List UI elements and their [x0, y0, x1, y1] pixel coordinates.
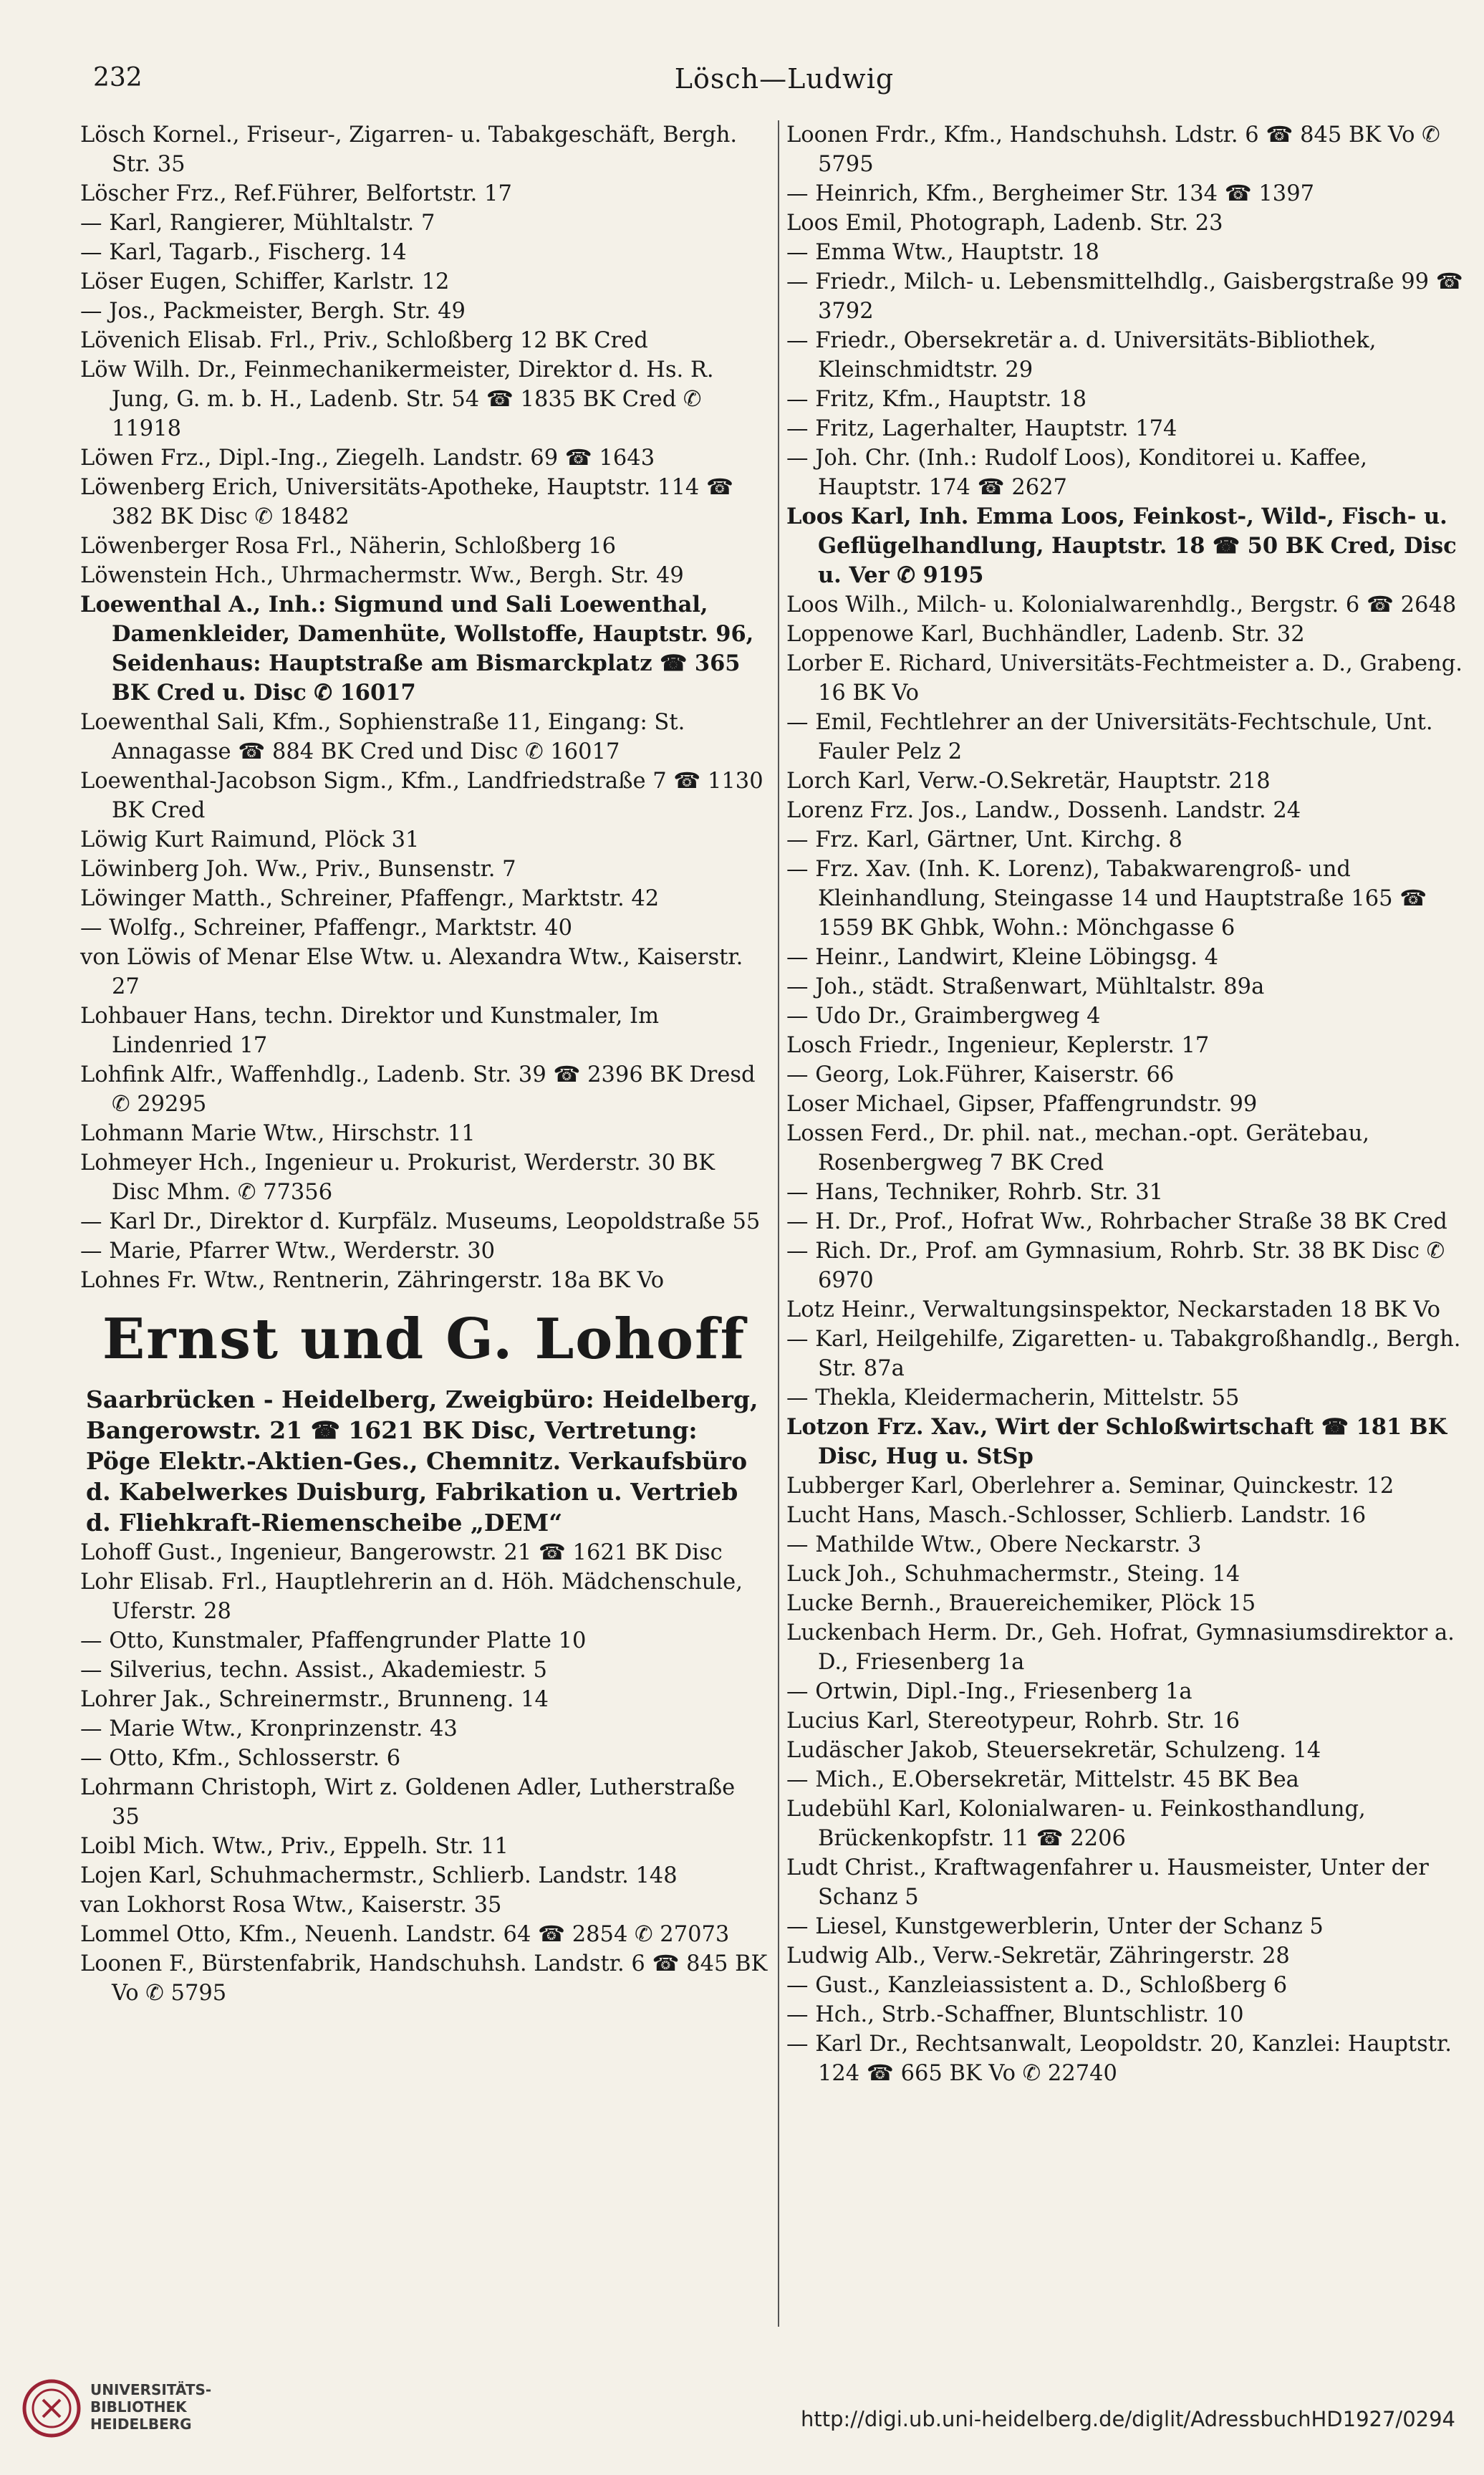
footer: [0, 2357, 1484, 2475]
directory-entry: Lohoff Gust., Ingenieur, Bangerowstr. 21 ☎ 1621 BK Disc: [80, 1540, 723, 1565]
directory-entry: Luckenbach Herm. Dr., Geh. Hofrat, Gymnasiumsdirektor a. D., Friesenberg 1a: [786, 1620, 1455, 1675]
directory-entry: — Fritz, Lagerhalter, Hauptstr. 174: [786, 416, 1177, 441]
directory-entry: — Emma Wtw., Hauptstr. 18: [786, 240, 1099, 265]
directory-entry: Lorber E. Richard, Universitäts-Fechtmeister a. D., Grabeng. 16 BK Vo: [786, 651, 1463, 706]
directory-entry: Lorch Karl, Verw.-O.Sekretär, Hauptstr. 218: [786, 769, 1271, 794]
directory-entry: Lucius Karl, Stereotypeur, Rohrb. Str. 16: [786, 1709, 1240, 1734]
directory-entry: Lohbauer Hans, techn. Direktor und Kunstmaler, Im Lindenried 17: [80, 1004, 659, 1058]
directory-entry: Lösch Kornel., Friseur-, Zigarren- u. Tabakgeschäft, Bergh. Str. 35: [80, 122, 738, 177]
directory-entry: — H. Dr., Prof., Hofrat Ww., Rohrbacher Straße 38 BK Cred: [786, 1209, 1447, 1234]
directory-entry: Lubberger Karl, Oberlehrer a. Seminar, Quinckestr. 12: [786, 1474, 1394, 1499]
directory-entry: — Frz. Karl, Gärtner, Unt. Kirchg. 8: [786, 827, 1182, 852]
directory-entry: Loos Emil, Photograph, Ladenb. Str. 23: [786, 211, 1223, 236]
directory-entry: Lotzon Frz. Xav., Wirt der Schloßwirtschaft ☎ 181 BK Disc, Hug u. StSp: [786, 1414, 1447, 1469]
directory-entry: Lucht Hans, Masch.-Schlosser, Schlierb. Landstr. 16: [786, 1503, 1367, 1528]
directory-entry: — Joh. Chr. (Inh.: Rudolf Loos), Konditorei u. Kaffee, Hauptstr. 174 ☎ 2627: [786, 446, 1367, 500]
directory-entry: Lotz Heinr., Verwaltungsinspektor, Neckarstaden 18 BK Vo: [786, 1297, 1441, 1322]
right-column: [786, 120, 1474, 2088]
directory-entry: Loewenthal Sali, Kfm., Sophienstraße 11, Eingang: St. Annagasse ☎ 884 BK Cred und Disc ✆ 16017: [80, 710, 685, 764]
directory-entry: Löwig Kurt Raimund, Plöck 31: [80, 827, 420, 852]
directory-entry: — Otto, Kunstmaler, Pfaffengrunder Platte 10: [80, 1628, 587, 1653]
page-number: 232: [93, 63, 143, 92]
directory-entry: — Hans, Techniker, Rohrb. Str. 31: [786, 1180, 1164, 1205]
directory-entry: — Georg, Lok.Führer, Kaiserstr. 66: [786, 1062, 1175, 1087]
directory-entry: Losch Friedr., Ingenieur, Keplerstr. 17: [786, 1033, 1210, 1058]
directory-entry: — Fritz, Kfm., Hauptstr. 18: [786, 387, 1087, 412]
directory-entry: — Karl, Tagarb., Fischerg. 14: [80, 240, 407, 265]
directory-entry: Lohr Elisab. Frl., Hauptlehrerin an d. Höh. Mädchenschule, Uferstr. 28: [80, 1570, 743, 1624]
directory-entry: — Friedr., Obersekretär a. d. Universitäts-Bibliothek, Kleinschmidtstr. 29: [786, 328, 1377, 383]
directory-entry: — Karl, Heilgehilfe, Zigaretten- u. Tabakgroßhandlg., Bergh. Str. 87a: [786, 1327, 1461, 1381]
advertisement-body: Saarbrücken - Heidelberg, Zweigbüro: Heidelberg, Bangerowstr. 21 ☎ 1621 BK Disc, Vertretung: Pöge Elektr.-Aktien-Ges., Chemnitz. Verkaufsbüro d. Kabelwerkes Duisburg, Fabrikation u. Vertrieb d. Fliehkraft-Riemenscheibe „DEM“: [86, 1385, 758, 1537]
directory-entry: Lohfink Alfr., Waffenhdlg., Ladenb. Str. 39 ☎ 2396 BK Dresd ✆ 29295: [80, 1062, 756, 1117]
directory-entry: — Rich. Dr., Prof. am Gymnasium, Rohrb. Str. 38 BK Disc ✆ 6970: [786, 1239, 1445, 1293]
directory-entry: Lohmeyer Hch., Ingenieur u. Prokurist, Werderstr. 30 BK Disc Mhm. ✆ 77356: [80, 1150, 715, 1205]
directory-entry: — Heinr., Landwirt, Kleine Löbingsg. 4: [786, 945, 1219, 970]
directory-entry: Löscher Frz., Ref.Führer, Belfortstr. 17: [80, 181, 512, 206]
directory-entry: Loser Michael, Gipser, Pfaffengrundstr. 99: [786, 1092, 1258, 1117]
page-header: [93, 63, 1475, 106]
directory-entry: Loppenowe Karl, Buchhändler, Ladenb. Str. 32: [786, 622, 1305, 647]
directory-entry: — Wolfg., Schreiner, Pfaffengr., Marktstr. 40: [80, 915, 573, 941]
directory-entry: — Heinrich, Kfm., Bergheimer Str. 134 ☎ 1397: [786, 181, 1315, 206]
directory-entry: Lohrmann Christoph, Wirt z. Goldenen Adler, Lutherstraße 35: [80, 1775, 736, 1830]
advertisement-title: Ernst und G. Lohoff: [102, 1307, 746, 1372]
directory-entry: — Udo Dr., Graimbergweg 4: [786, 1004, 1101, 1029]
directory-entry: Loibl Mich. Wtw., Priv., Eppelh. Str. 11: [80, 1834, 509, 1859]
directory-entry: Loewenthal-Jacobson Sigm., Kfm., Landfriedstraße 7 ☎ 1130 BK Cred: [80, 769, 763, 823]
directory-entry: — Liesel, Kunstgewerblerin, Unter der Schanz 5: [786, 1914, 1324, 1939]
directory-entry: Ludäscher Jakob, Steuersekretär, Schulzeng. 14: [786, 1738, 1321, 1763]
directory-entry: — Jos., Packmeister, Bergh. Str. 49: [80, 299, 466, 324]
directory-entry: — Joh., städt. Straßenwart, Mühltalstr. 89a: [786, 974, 1265, 999]
directory-entry: — Silverius, techn. Assist., Akademiestr. 5: [80, 1658, 547, 1683]
running-title: Lösch—Ludwig: [674, 63, 895, 95]
directory-entry: Loos Wilh., Milch- u. Kolonialwarenhdlg., Bergstr. 6 ☎ 2648: [786, 592, 1457, 617]
column-divider: [778, 120, 779, 2327]
directory-entry: Loewenthal A., Inh.: Sigmund und Sali Loewenthal, Damenkleider, Damenhüte, Wollstoffe, Hauptstr. 96, Seidenhaus: Hauptstraße am Bismarckplatz ☎ 365 BK Cred u. Disc ✆ 16017: [80, 592, 754, 706]
directory-entry: Löwinger Matth., Schreiner, Pfaffengr., Marktstr. 42: [80, 886, 660, 911]
directory-entry: — Karl Dr., Direktor d. Kurpfälz. Museums, Leopoldstraße 55: [80, 1209, 761, 1234]
directory-entry: Luck Joh., Schuhmachermstr., Steing. 14: [786, 1562, 1240, 1587]
directory-entry: Löwenberg Erich, Universitäts-Apotheke, Hauptstr. 114 ☎ 382 BK Disc ✆ 18482: [80, 475, 733, 529]
directory-entry: — Emil, Fechtlehrer an der Universitäts-Fechtschule, Unt. Fauler Pelz 2: [786, 710, 1433, 764]
directory-entry: Lucke Bernh., Brauereichemiker, Plöck 15: [786, 1591, 1256, 1616]
directory-entry: Loos Karl, Inh. Emma Loos, Feinkost-, Wild-, Fisch- u. Geflügelhandlung, Hauptstr. 18 ☎ 50 BK Cred, Disc u. Ver ✆ 9195: [786, 504, 1457, 588]
directory-entry: Löwenstein Hch., Uhrmachermstr. Ww., Bergh. Str. 49: [80, 563, 684, 588]
library-name: UNIVERSITÄTS- BIBLIOTHEK HEIDELBERG: [90, 2381, 212, 2433]
directory-entry: Lorenz Frz. Jos., Landw., Dossenh. Landstr. 24: [786, 798, 1301, 823]
directory-entry: Lossen Ferd., Dr. phil. nat., mechan.-opt. Gerätebau, Rosenbergweg 7 BK Cred: [786, 1121, 1369, 1176]
directory-entry: Lohrer Jak., Schreinermstr., Brunneng. 14: [80, 1687, 549, 1712]
directory-entry: Ludwig Alb., Verw.-Sekretär, Zähringerstr. 28: [786, 1943, 1290, 1969]
directory-entry: — Marie Wtw., Kronprinzenstr. 43: [80, 1716, 458, 1741]
directory-entry: Loonen F., Bürstenfabrik, Handschuhsh. Landstr. 6 ☎ 845 BK Vo ✆ 5795: [80, 1951, 768, 2006]
left-column: [80, 120, 768, 2008]
directory-entry: — Marie, Pfarrer Wtw., Werderstr. 30: [80, 1239, 496, 1264]
library-logo: [21, 2371, 212, 2450]
directory-entry: — Mich., E.Obersekretär, Mittelstr. 45 BK Bea: [786, 1767, 1299, 1792]
directory-entry: Ludebühl Karl, Kolonialwaren- u. Feinkosthandlung, Brückenkopfstr. 11 ☎ 2206: [786, 1797, 1366, 1851]
directory-entry: Löwenberger Rosa Frl., Näherin, Schloßberg 16: [80, 534, 617, 559]
directory-entry: — Karl Dr., Rechtsanwalt, Leopoldstr. 20, Kanzlei: Hauptstr. 124 ☎ 665 BK Vo ✆ 22740: [786, 2032, 1452, 2086]
directory-entry: von Löwis of Menar Else Wtw. u. Alexandra Wtw., Kaiserstr. 27: [80, 945, 743, 999]
directory-entry: Lohnes Fr. Wtw., Rentnerin, Zähringerstr. 18a BK Vo: [80, 1268, 665, 1293]
directory-entry: Löw Wilh. Dr., Feinmechanikermeister, Direktor d. Hs. R. Jung, G. m. b. H., Ladenb. Str. 54 ☎ 1835 BK Cred ✆ 11918: [80, 357, 714, 441]
directory-entry: Lövenich Elisab. Frl., Priv., Schloßberg 12 BK Cred: [80, 328, 648, 353]
directory-entry: Löser Eugen, Schiffer, Karlstr. 12: [80, 269, 450, 294]
directory-entry: — Hch., Strb.-Schaffner, Bluntschlistr. 10: [786, 2002, 1244, 2027]
directory-entry: — Thekla, Kleidermacherin, Mittelstr. 55: [786, 1385, 1240, 1410]
directory-entry: Loonen Frdr., Kfm., Handschuhsh. Ldstr. 6 ☎ 845 BK Vo ✆ 5795: [786, 122, 1440, 177]
directory-entry: — Frz. Xav. (Inh. K. Lorenz), Tabakwarengroß- und Kleinhandlung, Steingasse 14 und Hauptstraße 165 ☎ 1559 BK Ghbk, Wohn.: Mönchgasse 6: [786, 857, 1427, 941]
directory-entry: Lojen Karl, Schuhmachermstr., Schlierb. Landstr. 148: [80, 1863, 678, 1888]
directory-entry: — Ortwin, Dipl.-Ing., Friesenberg 1a: [786, 1679, 1192, 1704]
directory-entry: — Gust., Kanzleiassistent a. D., Schloßberg 6: [786, 1973, 1288, 1998]
directory-entry: Ludt Christ., Kraftwagenfahrer u. Hausmeister, Unter der Schanz 5: [786, 1855, 1429, 1910]
directory-entry: Löwen Frz., Dipl.-Ing., Ziegelh. Landstr. 69 ☎ 1643: [80, 446, 655, 471]
directory-entry: Löwinberg Joh. Ww., Priv., Bunsenstr. 7: [80, 857, 516, 882]
source-url[interactable]: http://digi.ub.uni-heidelberg.de/diglit/AdressbuchHD1927/0294: [800, 2407, 1455, 2431]
directory-entry: van Lokhorst Rosa Wtw., Kaiserstr. 35: [80, 1893, 502, 1918]
directory-entry: Lommel Otto, Kfm., Neuenh. Landstr. 64 ☎ 2854 ✆ 27073: [80, 1922, 730, 1947]
directory-entry: — Otto, Kfm., Schlosserstr. 6: [80, 1746, 401, 1771]
directory-entry: — Mathilde Wtw., Obere Neckarstr. 3: [786, 1532, 1202, 1557]
library-seal-icon: [21, 2378, 82, 2438]
directory-entry: Lohmann Marie Wtw., Hirschstr. 11: [80, 1121, 476, 1146]
directory-entry: — Friedr., Milch- u. Lebensmittelhdlg., Gaisbergstraße 99 ☎ 3792: [786, 269, 1463, 324]
directory-entry: — Karl, Rangierer, Mühltalstr. 7: [80, 211, 435, 236]
